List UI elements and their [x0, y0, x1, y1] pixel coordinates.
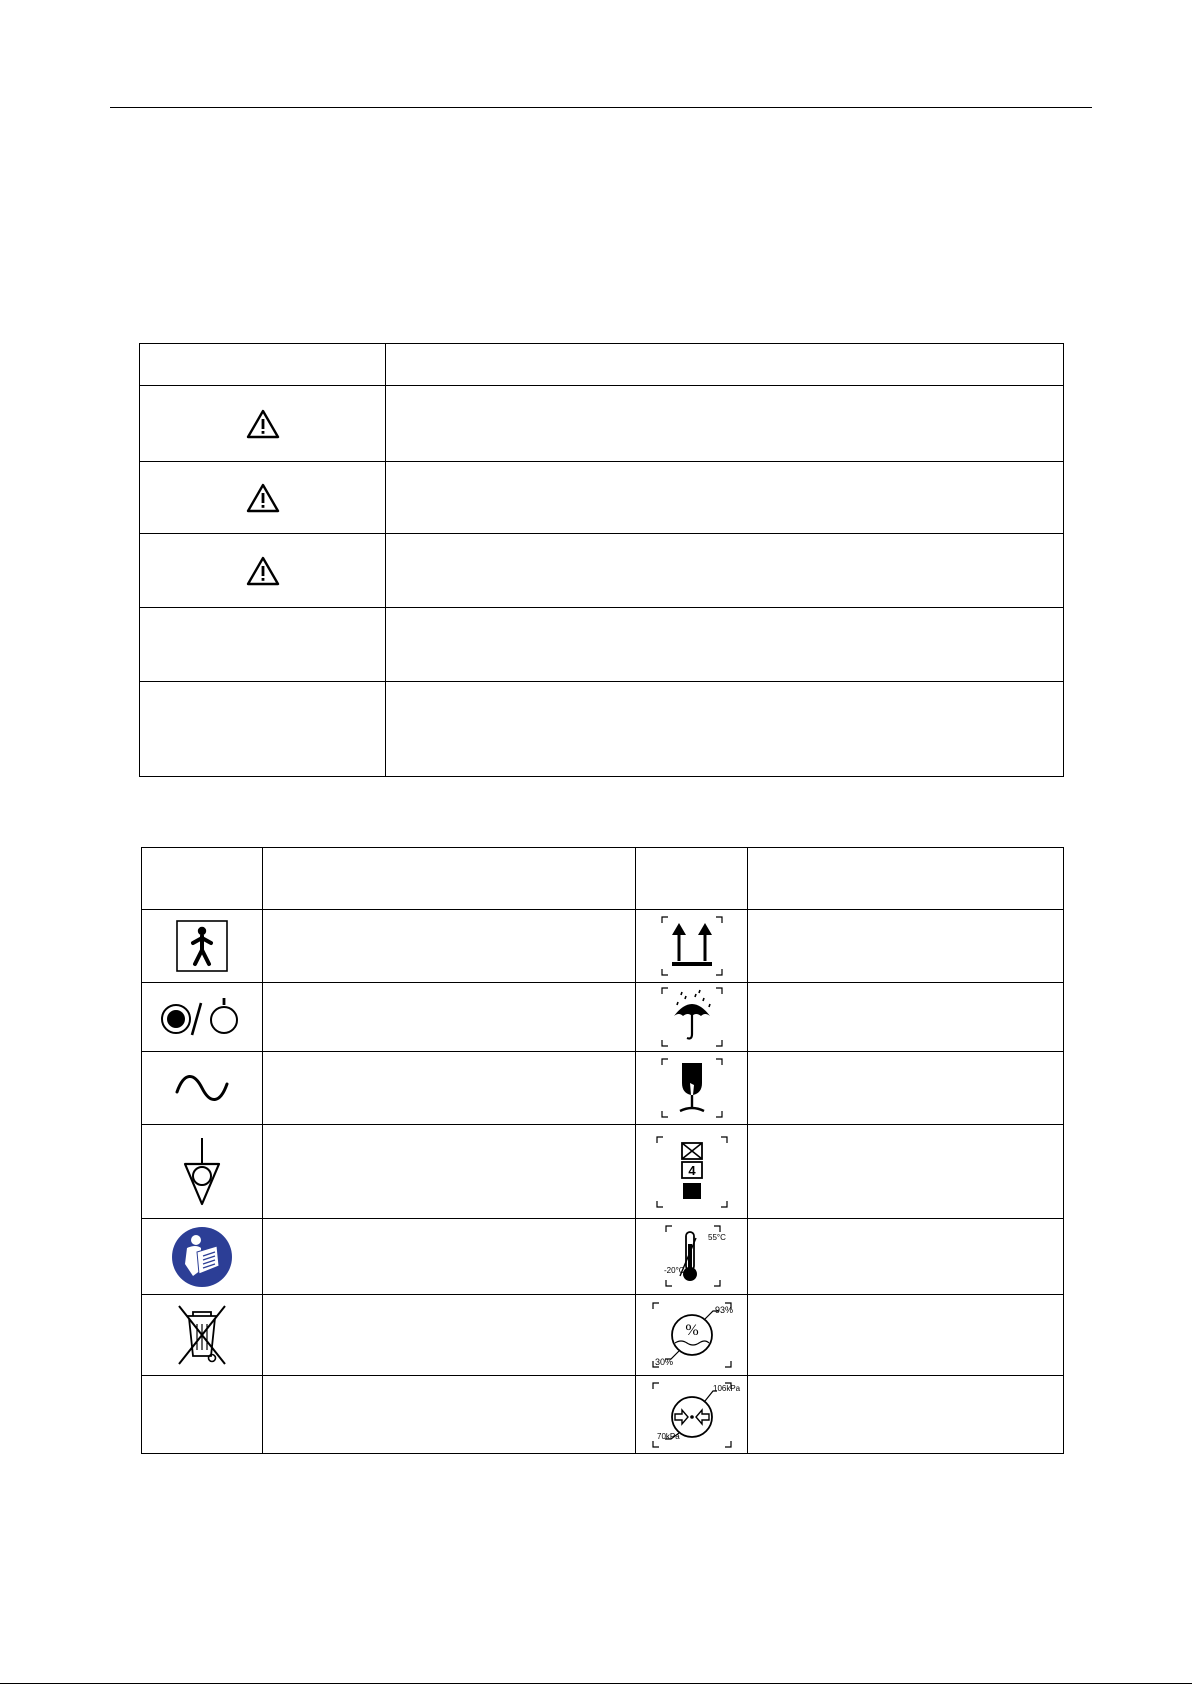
- stacking-limit-icon: [655, 1135, 729, 1209]
- humidity-limit-icon: [647, 1299, 737, 1371]
- symbol-cell: [636, 1376, 748, 1454]
- table-header-row: [140, 344, 1064, 386]
- weee-disposal-icon: [175, 1302, 229, 1368]
- description-cell: [263, 1052, 636, 1125]
- stacking-number: 4: [687, 1162, 696, 1178]
- temperature-limit-icon: [656, 1224, 728, 1290]
- keep-dry-icon: [660, 986, 724, 1048]
- fragile-icon: [660, 1057, 724, 1119]
- description-cell: [386, 462, 1064, 534]
- atmospheric-pressure-icon: [647, 1379, 740, 1451]
- symbol-cell: [636, 1125, 748, 1219]
- header-cell-description-right: [748, 848, 1064, 910]
- humidity-low-label: 30%: [654, 1357, 673, 1367]
- table-row: [140, 386, 1064, 462]
- header-rule: [110, 107, 1092, 108]
- description-cell: [263, 983, 636, 1052]
- warning-triangle-icon: [245, 408, 281, 440]
- type-bf-applied-part-icon: [175, 919, 229, 973]
- table-row: [140, 534, 1064, 608]
- symbol-cell: [636, 983, 748, 1052]
- power-on-off-icon: [159, 995, 245, 1039]
- description-cell: [263, 1376, 636, 1454]
- description-cell: [263, 1125, 636, 1219]
- description-cell: [748, 910, 1064, 983]
- description-cell: [386, 608, 1064, 682]
- description-cell: [263, 910, 636, 983]
- symbol-cell: [142, 1219, 263, 1295]
- this-way-up-icon: [660, 915, 724, 977]
- symbol-cell: [142, 983, 263, 1052]
- warning-table: [139, 343, 1064, 777]
- description-cell: [386, 534, 1064, 608]
- warning-triangle-icon: [245, 555, 281, 587]
- symbol-cell: [636, 910, 748, 983]
- table-row: [142, 1125, 1064, 1219]
- alternating-current-icon: [174, 1074, 230, 1102]
- symbol-cell: [636, 1295, 748, 1376]
- table-header-row: [142, 848, 1064, 910]
- description-cell: [748, 1052, 1064, 1125]
- symbol-cell: [140, 682, 386, 777]
- symbol-cell: [142, 1376, 263, 1454]
- table-row: [140, 462, 1064, 534]
- description-cell: [748, 1125, 1064, 1219]
- header-cell-symbol-right: [636, 848, 748, 910]
- header-cell-symbol: [140, 344, 386, 386]
- symbol-cell: [142, 1295, 263, 1376]
- symbol-cell: [140, 534, 386, 608]
- table-row: [142, 910, 1064, 983]
- table-row: [142, 1295, 1064, 1376]
- description-cell: [263, 1219, 636, 1295]
- temp-low-label: -20°C: [663, 1265, 685, 1275]
- description-cell: [386, 386, 1064, 462]
- pressure-low-label: 70kPa: [656, 1431, 680, 1441]
- table-row: [142, 1219, 1064, 1295]
- symbol-cell: [140, 608, 386, 682]
- table-row: [142, 1052, 1064, 1125]
- pressure-high-label: 106kPa: [712, 1383, 740, 1393]
- table-row: [142, 1376, 1064, 1454]
- humidity-symbol: %: [684, 1322, 699, 1339]
- symbol-cell: [636, 1219, 748, 1295]
- description-cell: [748, 1219, 1064, 1295]
- symbol-cell: [142, 910, 263, 983]
- description-cell: [386, 682, 1064, 777]
- description-cell: [748, 1376, 1064, 1454]
- read-manual-icon: [171, 1226, 233, 1288]
- symbol-cell: [142, 1052, 263, 1125]
- description-cell: [748, 1295, 1064, 1376]
- temp-high-label: 55°C: [707, 1232, 726, 1242]
- warning-triangle-icon: [245, 482, 281, 514]
- equipotential-icon: [182, 1136, 222, 1208]
- table-row: [142, 983, 1064, 1052]
- symbol-table: [141, 847, 1064, 1454]
- symbol-cell: [142, 1125, 263, 1219]
- symbol-cell: [140, 386, 386, 462]
- footer-rule: [0, 1683, 1192, 1684]
- header-cell-symbol-left: [142, 848, 263, 910]
- header-cell-description-left: [263, 848, 636, 910]
- description-cell: [748, 983, 1064, 1052]
- description-cell: [263, 1295, 636, 1376]
- header-cell-description: [386, 344, 1064, 386]
- table-row: [140, 608, 1064, 682]
- table-row: [140, 682, 1064, 777]
- symbol-cell: [140, 462, 386, 534]
- humidity-high-label: 93%: [714, 1305, 733, 1315]
- symbol-cell: [636, 1052, 748, 1125]
